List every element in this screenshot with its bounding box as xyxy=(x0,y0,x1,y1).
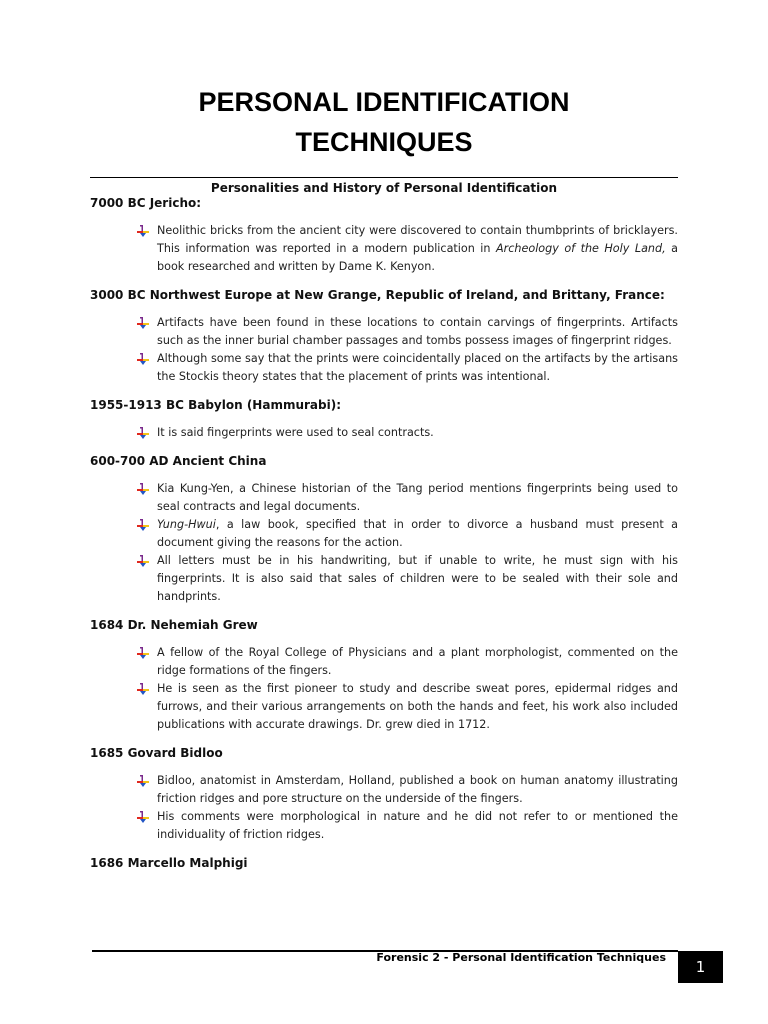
bullet-item xyxy=(90,552,678,606)
page-title-line-2: TECHNIQUES xyxy=(295,127,473,157)
bullet-arrow-icon xyxy=(137,225,149,237)
bullet-item xyxy=(90,222,678,276)
bullet-arrow-icon xyxy=(137,427,149,439)
section-heading: 7000 BC Jericho: xyxy=(90,196,202,210)
section-heading: 3000 BC Northwest Europe at New Grange, Republic of Ireland, and Brittany, France: xyxy=(90,288,665,302)
page-title-line-1: PERSONAL IDENTIFICATION xyxy=(198,87,570,117)
bullet-text: He is seen as the first pioneer to study and describe sweat pores, epidermal ridges and furrows, and their various arrangements on both the hands and feet, his work also included publications with accurate drawings. Dr. grew died in 1712. xyxy=(157,682,678,731)
bullet-text: , a law book, specified that in order to divorce a husband must present a document giving the reasons for the action. xyxy=(157,518,678,549)
bullet-text: Kia Kung-Yen, a Chinese historian of the Tang period mentions fingerprints being used to seal contracts and legal documents. xyxy=(157,482,678,513)
bullet-item xyxy=(90,314,678,350)
bullet-list xyxy=(90,644,678,734)
section-heading: 1685 Govard Bidloo xyxy=(90,746,223,760)
bullet-text: a book researched and written by Dame K. Kenyon. xyxy=(157,242,678,273)
history-section xyxy=(90,616,678,734)
title-divider xyxy=(90,177,678,178)
bullet-arrow-icon xyxy=(137,519,149,531)
history-section xyxy=(90,744,678,844)
history-section xyxy=(90,194,678,276)
bullet-item xyxy=(90,772,678,808)
history-section xyxy=(90,452,678,606)
bullet-text: His comments were morphological in nature and he did not refer to or mentioned the individuality of friction ridges. xyxy=(157,810,678,841)
bullet-text: Bidloo, anatomist in Amsterdam, Holland, published a book on human anatomy illustrating friction ridges and pore structure on the underside of the fingers. xyxy=(157,774,678,805)
bullet-item xyxy=(90,516,678,552)
bullet-text: Artifacts have been found in these locations to contain carvings of fingerprints. Artifacts such as the inner burial chamber passages and tombs possess images of fingerprint ridges. xyxy=(157,316,678,347)
footer-title: Forensic 2 - Personal Identification Techniques xyxy=(376,951,666,964)
bullet-text: Although some say that the prints were coincidentally placed on the artifacts by the artisans the Stockis theory states that the placement of prints was intentional. xyxy=(157,352,678,383)
bullet-text-italic: Archeology of the Holy Land, xyxy=(495,242,666,255)
history-section xyxy=(90,396,678,442)
section-heading: 1684 Dr. Nehemiah Grew xyxy=(90,618,258,632)
bullet-arrow-icon xyxy=(137,775,149,787)
bullet-item xyxy=(90,644,678,680)
bullet-arrow-icon xyxy=(137,683,149,695)
section-subtitle: Personalities and History of Personal Identification xyxy=(210,181,558,195)
bullet-text-italic: Yung-Hwui xyxy=(157,518,216,531)
bullet-arrow-icon xyxy=(137,483,149,495)
bullet-list xyxy=(90,314,678,386)
history-section xyxy=(90,854,678,872)
bullet-text: It is said fingerprints were used to seal contracts. xyxy=(157,426,434,439)
bullet-text: A fellow of the Royal College of Physicians and a plant morphologist, commented on the ridge formations of the fingers. xyxy=(157,646,678,677)
page-number: 1 xyxy=(678,951,723,983)
bullet-text: All letters must be in his handwriting, but if unable to write, he must sign with his fingerprints. It is also said that sales of children were to be sealed with their sole and handprints. xyxy=(157,554,678,603)
bullet-arrow-icon xyxy=(137,647,149,659)
section-heading: 600-700 AD Ancient China xyxy=(90,454,267,468)
history-section xyxy=(90,286,678,386)
page-title xyxy=(0,82,768,162)
bullet-arrow-icon xyxy=(137,317,149,329)
document-body xyxy=(90,194,678,882)
section-heading: 1955-1913 BC Babylon (Hammurabi): xyxy=(90,398,341,412)
bullet-item xyxy=(90,680,678,734)
bullet-item xyxy=(90,808,678,844)
bullet-list xyxy=(90,480,678,606)
bullet-item xyxy=(90,350,678,386)
bullet-arrow-icon xyxy=(137,811,149,823)
bullet-arrow-icon xyxy=(137,555,149,567)
bullet-arrow-icon xyxy=(137,353,149,365)
bullet-text: Neolithic bricks from the ancient city were discovered to contain thumbprints of bricklayers. This information was reported in a modern publication in xyxy=(157,224,678,255)
bullet-list xyxy=(90,222,678,276)
bullet-item xyxy=(90,480,678,516)
bullet-item xyxy=(90,424,678,442)
bullet-list xyxy=(90,772,678,844)
section-heading: 1686 Marcello Malphigi xyxy=(90,856,248,870)
bullet-list xyxy=(90,424,678,442)
